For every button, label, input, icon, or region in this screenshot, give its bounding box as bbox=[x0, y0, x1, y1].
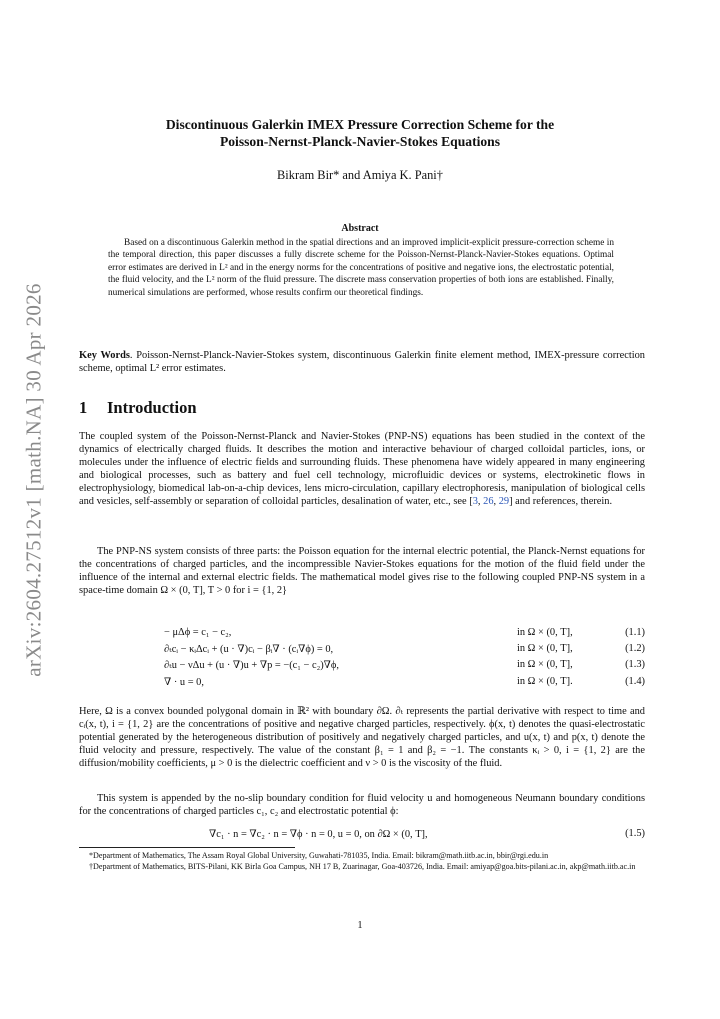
boundary-condition-equation bbox=[79, 828, 645, 842]
equation-expression: ∇ · u = 0, bbox=[164, 676, 204, 688]
equation-domain: in Ω × (0, T], bbox=[517, 659, 573, 671]
pnp-ns-system bbox=[79, 627, 645, 692]
equation-expression: ∂ₜu − νΔu + (u · ∇)u + ∇p = −(c₁ − c₂)∇ϕ, bbox=[164, 660, 339, 672]
equation-number: (1.2) bbox=[625, 643, 645, 655]
equation-domain: in Ω × (0, T], bbox=[517, 627, 573, 638]
equation-expression: ∂ₜcᵢ − κᵢΔcᵢ + (u · ∇)cᵢ − βᵢ∇ · (cᵢ∇ϕ) = 0, bbox=[164, 644, 334, 656]
title-line-2: Poisson-Nernst-Planck-Navier-Stokes Equations bbox=[219, 134, 501, 149]
arxiv-side-stamp bbox=[14, 280, 54, 680]
page-number: 1 bbox=[357, 920, 363, 931]
equation-number: (1.5) bbox=[625, 828, 645, 839]
equation-expression: − μΔϕ = c₁ − c₂, bbox=[164, 627, 232, 638]
keywords bbox=[79, 349, 645, 375]
footnote-author-1: *Department of Mathematics, The Assam Royal Global University, Guwahati-781035, India. Email: bikram@math.iitb.ac.in, bbir@rgi.edu.in bbox=[89, 851, 549, 860]
abstract-text: Based on a discontinuous Galerkin method in the spatial directions and an improved implicit-explicit pressure-correction scheme in the temporal direction, this paper discusses a fully discrete scheme for the Poisson-Nernst-Planck-Navier-Stokes equations. Optimal error estimates are derived in L² and in the energy norms for the concentrations of positive and negative ions, the electrostatic potential, the fluid velocity, and the L² norm of the fluid pressure. The discrete mass conservation properties of both ions are established. Finally, numerical simulations are performed, whose results confirm our theoretical findings. bbox=[108, 238, 614, 298]
keywords-text: . Poisson-Nernst-Planck-Navier-Stokes system, discontinuous Galerkin finite element method, IMEX-pressure correction scheme, optimal L² error estimates. bbox=[79, 350, 646, 375]
intro-paragraph-3: Here, Ω is a convex bounded polygonal domain in ℝ² with boundary ∂Ω. ∂ₜ represents the partial derivative with respect to time and cᵢ(x, t), i = {1, 2} are the concentrations of positive and negative charged particles, respectively. ϕ(x, t) denotes the quasi-electrostatic potential generated by the heterogeneous distribution of positively and negatively charged particles, and u(x, t) and p(x, t) denote the fluid velocity and pressure, respectively. The value of the constant β₁ = 1 and β₂ = −1. The constants κᵢ > 0, i = {1, 2} are the diffusion/mobility coefficients, μ > 0 is the dielectric coefficient and ν > 0 is the viscosity of the fluid. bbox=[79, 706, 645, 770]
equation-row bbox=[79, 643, 645, 659]
footnotes bbox=[79, 851, 645, 872]
section-number: 1 bbox=[79, 398, 88, 417]
equation-row bbox=[79, 659, 645, 675]
paragraph-1-text: The coupled system of the Poisson-Nernst-Planck and Navier-Stokes (PNP-NS) equations has been studied in the context of the dynamics of electrically charged fluids. It describes the motion and interactive behaviour of charged colloidal particles, ions, or molecules under the influence of electric fields and surrounding fluids. These phenomena have widely appeared in many engineering and biological processes, such as battery and fuel cell technology, microfluidic devices or systems, electrokinetic flows in electrophysiology, biomedical lab-on-a-chip devices, lens micro-circulation, capillary electrophoresis, manipulation of biological cells and vesicles, self-assembly or separation of colloidal particles, desalination of water, etc., see [ bbox=[79, 431, 645, 508]
intro-paragraph-1: The coupled system of the Poisson-Nernst-Planck and Navier-Stokes (PNP-NS) equations has been studied in the context of the dynamics of electrically charged fluids. It describes the motion and interactive behaviour of charged colloidal particles, ions, or molecules under the influence of electric fields and surrounding fluids. These phenomena have widely appeared in many engineering and biological processes, such as battery and fuel cell technology, microfluidic devices or systems, electrokinetic flows in electrophysiology, biomedical lab-on-a-chip devices, lens micro-circulation, capillary electrophoresis, manipulation of biological cells and vesicles, self-assembly or separation of colloidal particles, desalination of water, etc., see [3, 26, 29] and references, therein. bbox=[79, 431, 645, 508]
paper-title bbox=[100, 116, 620, 150]
equation-row bbox=[79, 676, 645, 692]
arxiv-identifier: arXiv:2604.27512v1 [math.NA] 30 Apr 2026 bbox=[21, 283, 46, 677]
citation-link-29[interactable]: 29 bbox=[498, 496, 510, 508]
equation-expression: ∇c₁ · n = ∇c₂ · n = ∇ϕ · n = 0, u = 0, on ∂Ω × (0, T], bbox=[209, 829, 428, 840]
equation-number: (1.1) bbox=[625, 627, 645, 638]
section-heading bbox=[79, 398, 197, 418]
footnote-divider bbox=[79, 847, 295, 848]
abstract-heading: Abstract bbox=[341, 223, 379, 234]
citation-link-26[interactable]: 26 bbox=[483, 496, 494, 508]
paragraph-1-tail: ] and references, therein. bbox=[509, 496, 613, 508]
equation-domain: in Ω × (0, T], bbox=[517, 643, 573, 655]
equation-number: (1.4) bbox=[625, 675, 645, 687]
intro-paragraph-4: This system is appended by the no-slip boundary condition for fluid velocity u and homogeneous Neumann boundary conditions for the concentrations of charged particles c₁, c₂ and electrostatic potential ϕ: bbox=[79, 793, 645, 818]
equation-row bbox=[79, 627, 645, 643]
intro-paragraph-2: The PNP-NS system consists of three parts: the Poisson equation for the internal electric potential, the Planck-Nernst equations for the concentrations of charged particles, and the incompressible Navier-Stokes equations for the motion of the fluid field under the influence of the internal and external electric fields. The mathematical model gives rise to the following coupled PNP-NS system in a space-time domain Ω × (0, T], T > 0 for i = {1, 2} bbox=[79, 546, 645, 597]
keywords-label: Key Words bbox=[79, 350, 130, 361]
author-list: Bikram Bir* and Amiya K. Pani† bbox=[277, 168, 443, 182]
equation-number: (1.3) bbox=[625, 659, 645, 671]
citation-link-3[interactable]: 3 bbox=[472, 496, 478, 508]
title-line-1: Discontinuous Galerkin IMEX Pressure Correction Scheme for the bbox=[165, 117, 555, 132]
section-title: Introduction bbox=[107, 398, 197, 417]
equation-domain: in Ω × (0, T]. bbox=[517, 675, 573, 687]
footnote-author-2: †Department of Mathematics, BITS-Pilani, KK Birla Goa Campus, NH 17 B, Zuarinagar, Goa-403726, India. Email: amiyap@goa.bits-pilani.ac.in, akp@math.iitb.ac.in bbox=[89, 861, 636, 871]
